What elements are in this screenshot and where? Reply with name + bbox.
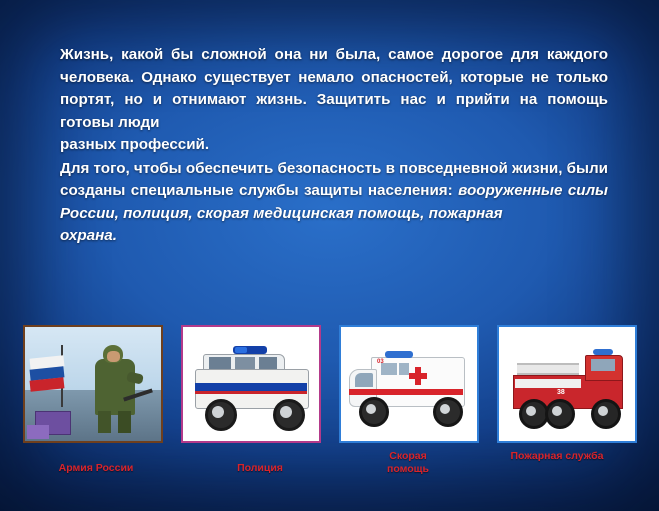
car-hubcap-front: [212, 406, 224, 418]
car-red-stripe: [195, 391, 307, 394]
van-hubcap-front: [366, 404, 376, 414]
paragraph-one-last-line: разных профессий.: [60, 136, 210, 153]
russian-soldier-with-flag-photo: [25, 327, 161, 441]
paragraph-two-italic-last-line: охрана.: [60, 227, 117, 244]
paragraph-two-plain-text: Для того, чтобы обеспечить безопасность в повседневной жизни, были созданы специальные службы защиты населения:: [60, 159, 608, 199]
siren-light-bar: [593, 349, 613, 355]
vehicle-marking: 03: [377, 359, 384, 365]
paragraph-one-text: Жизнь, какой бы сложной она ни была, самое дорогое для каждого человека. Однако существует немало опасностей, которые не только портят, но и отнимают жизнь. Защитить нас и прийти на помощь готовы люди: [60, 46, 608, 131]
caption-ambulance: [352, 450, 464, 476]
car-hubcap-rear: [280, 406, 292, 418]
card-army: [23, 325, 163, 443]
caption-police: Полиция: [237, 462, 283, 474]
truck-windshield: [591, 359, 615, 371]
van-windshield: [355, 373, 373, 387]
soldier-face: [107, 351, 120, 362]
van-red-stripe: [349, 389, 463, 395]
caption-fire: Пожарная служба: [510, 450, 604, 462]
caption-ambulance-line-2: помощь: [387, 463, 429, 476]
fire-truck-photo: [499, 327, 635, 441]
soldier-leg-left: [98, 411, 111, 433]
card-fire: [497, 325, 637, 443]
card-ambulance: [339, 325, 479, 443]
paragraph-two: [60, 158, 608, 248]
caption-army: Армия России: [58, 462, 134, 474]
truck-hubcap-rear-2: [552, 406, 562, 416]
soldier-torso: [95, 359, 135, 415]
truck-hubcap-rear-1: [526, 406, 536, 416]
medical-cross-icon-horizontal: [409, 373, 427, 379]
paragraph-one: [60, 44, 608, 157]
image-card-row: [23, 325, 637, 445]
van-side-window-rear: [399, 363, 409, 375]
van-hubcap-rear: [440, 404, 450, 414]
soldier-leg-right: [118, 411, 131, 433]
siren-light-lens: [235, 347, 247, 353]
truck-white-panel: [515, 379, 581, 388]
photo-crate-secondary: [27, 425, 49, 439]
police-uaz-car-photo: [183, 327, 319, 441]
caption-ambulance-line-1: Скорая: [389, 450, 427, 462]
slide-text-block: [60, 44, 608, 248]
truck-hubcap-front: [598, 406, 608, 416]
vehicle-marking: 38: [557, 389, 565, 396]
siren-light-bar: [385, 351, 413, 358]
fire-ladder: [517, 363, 579, 375]
paragraph-two-italic-text: вооруженные силы России, полиция, скорая медицинская помощь, пожарная: [60, 182, 609, 222]
car-blue-stripe: [195, 383, 307, 391]
ambulance-van-photo: [341, 327, 477, 441]
card-police: [181, 325, 321, 443]
